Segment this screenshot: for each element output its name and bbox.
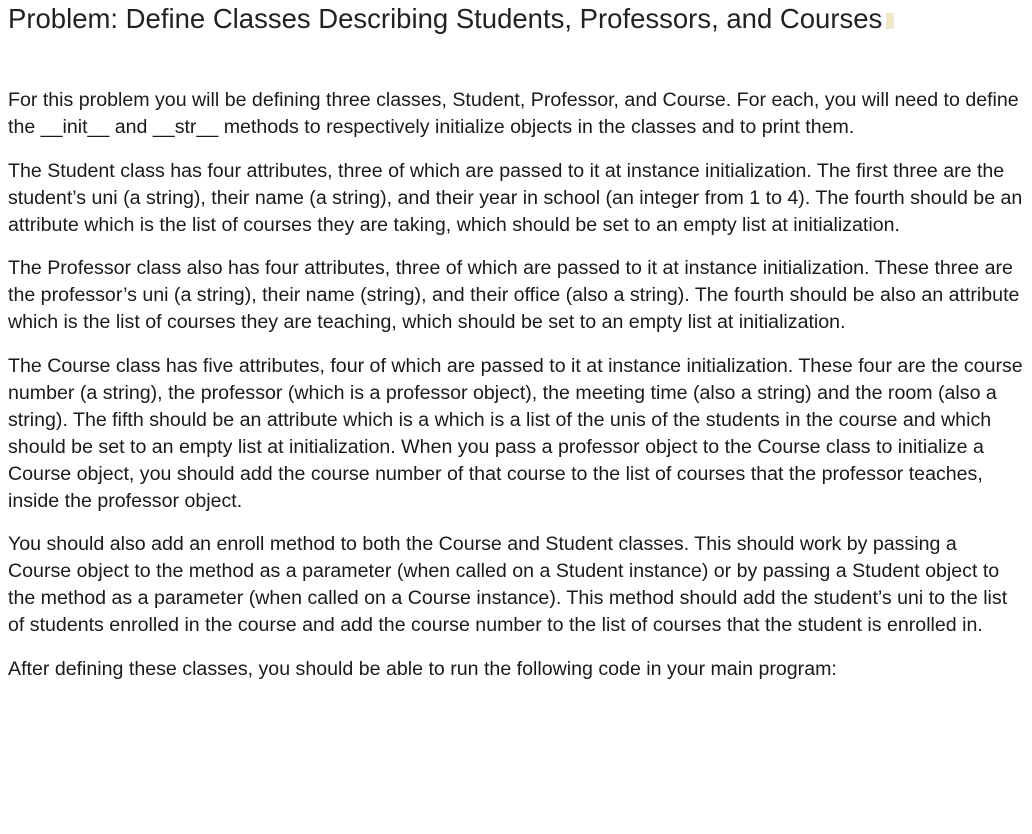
paragraph-course-class: The Course class has five attributes, four of which are passed to it at instance initialization. These four are the course number (a string), the professor (which is a professor object), the meeting time (also a string) and the room (also a string). The fifth should be an attribute which is a which is a list of the unis of the students in the course and which should be set to an empty list at initialization. When you pass a professor object to the Course class to initialize a Course object, you should add the course number of that course to the list of courses that the professor teaches, inside the professor object.	[8, 354, 1023, 512]
page-title	[8, 0, 1024, 36]
paragraph-professor-class: The Professor class also has four attributes, three of which are passed to it at instance initialization. These three are the professor’s uni (a string), their name (string), and their office (also a string). The fourth should be also an attribute which is the list of courses they are teaching, which should be set to an empty list at initialization.	[8, 257, 1020, 333]
problem-description	[8, 87, 1024, 683]
paragraph-intro: For this problem you will be defining three classes, Student, Professor, and Course. For each, you will need to define the __init__ and __str__ methods to respectively initialize objects in the classes and to print them.	[8, 89, 1019, 138]
paragraph-enroll-method: You should also add an enroll method to both the Course and Student classes. This should work by passing a Course object to the method as a parameter (when called on a Student instance) or by passing a Student object to the method as a parameter (when called on a Course instance). This method should add the student’s uni to the list of students enrolled in the course and add the course number to the list of courses that the student is enrolled in.	[8, 533, 1008, 636]
document	[8, 0, 1024, 699]
paragraph-main-program: After defining these classes, you should be able to run the following code in your main program:	[8, 657, 837, 680]
paragraph-student-class: The Student class has four attributes, three of which are passed to it at instance initialization. The first three are the student’s uni (a string), their name (a string), and their year in school (an integer from 1 to 4). The fourth should be an attribute which is the list of courses they are taking, which should be set to an empty list at initialization.	[8, 159, 1023, 236]
page-title-text: Problem: Define Classes Describing Students, Professors, and Courses	[8, 3, 883, 34]
title-overflow-marker	[886, 13, 894, 29]
